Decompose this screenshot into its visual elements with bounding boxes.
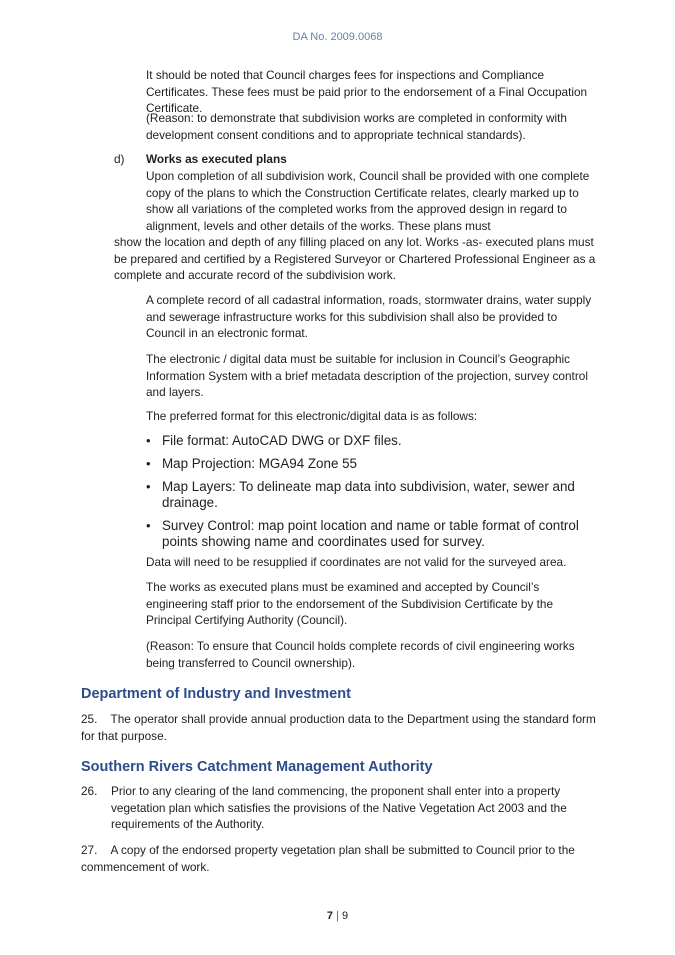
condition-number: 27. bbox=[81, 843, 98, 857]
works-as-executed-body-b: show the location and depth of any filling placed on any lot. Works -as- executed plans must be prepared and certified by a Registered Surveyor or Chartered Professional Engineer as a complete and accurate record of the subdivision work. bbox=[114, 235, 596, 283]
preferred-format-paragraph: The preferred format for this electronic/digital data is as follows: bbox=[146, 409, 478, 423]
section-heading-catchment: Southern Rivers Catchment Management Authority bbox=[81, 759, 433, 775]
current-page: 7 bbox=[326, 910, 333, 922]
condition-number: 25. bbox=[81, 712, 98, 726]
page-number-footer bbox=[0, 910, 675, 922]
item-d-label: d) bbox=[114, 152, 125, 166]
condition-text: A copy of the endorsed property vegetation plan shall be submitted to Council prior to the commencement of work. bbox=[81, 843, 575, 874]
works-as-executed-body-a: Upon completion of all subdivision work, Council shall be provided with one complete copy of the plans to which the Construction Certificate relates, clearly marked up to show all variations of the completed works from the approved design in regard to alignment, levels and other details of the works. These plans must bbox=[146, 169, 590, 233]
list-item: • File format: AutoCAD DWG or DXF files. bbox=[146, 433, 598, 449]
examined-paragraph: The works as executed plans must be examined and accepted by Council’s engineering staff prior to the endorsement of the Subdivision Certificate by the Principal Certifying Authority (Council). bbox=[146, 580, 554, 628]
list-item: • Map Layers: To delineate map data into subdivision, water, sewer and drainage. bbox=[146, 479, 598, 511]
da-number-header: DA No. 2009.0068 bbox=[292, 31, 383, 43]
fees-paragraph: It should be noted that Council charges fees for inspections and Compliance Certificates. These fees must be paid prior to the endorsement of a Final Occupation Certificate. bbox=[146, 68, 588, 116]
resupply-paragraph: Data will need to be resupplied if coordinates are not valid for the surveyed area. bbox=[146, 555, 567, 569]
list-item: • Map Projection: MGA94 Zone 55 bbox=[146, 456, 598, 472]
digital-data-paragraph: The electronic / digital data must be suitable for inclusion in Council’s Geographic Information System with a brief metadata description of the projection, survey control and layers. bbox=[146, 352, 588, 400]
reason-paragraph-2: (Reason: To ensure that Council holds complete records of civil engineering works being transferred to Council ownership). bbox=[146, 639, 575, 670]
list-item: • Survey Control: map point location and name or table format of control points showing name and coordinates used for survey. bbox=[146, 518, 598, 550]
format-bullet-list bbox=[146, 433, 598, 557]
condition-27 bbox=[81, 842, 601, 875]
condition-25 bbox=[81, 711, 601, 744]
total-pages: 9 bbox=[341, 910, 349, 922]
condition-26 bbox=[81, 783, 601, 833]
condition-text: Prior to any clearing of the land commencing, the proponent shall enter into a property vegetation plan which satisfies the provisions of the Native Vegetation Act 2003 and the requirements of the Authority. bbox=[111, 784, 567, 832]
cadastral-paragraph: A complete record of all cadastral information, roads, stormwater drains, water supply and sewerage infrastructure works for this subdivision shall also be provided to Council in an electronic format. bbox=[146, 293, 592, 341]
works-as-executed-heading: Works as executed plans bbox=[146, 152, 287, 166]
reason-paragraph-1: (Reason: to demonstrate that subdivision works are completed in conformity with development consent conditions and to appropriate technical standards). bbox=[146, 111, 567, 142]
page-separator: | bbox=[336, 910, 339, 922]
condition-text: The operator shall provide annual production data to the Department using the standard form for that purpose. bbox=[81, 712, 596, 743]
condition-number: 26. bbox=[81, 784, 98, 798]
section-heading-industry: Department of Industry and Investment bbox=[81, 686, 351, 702]
